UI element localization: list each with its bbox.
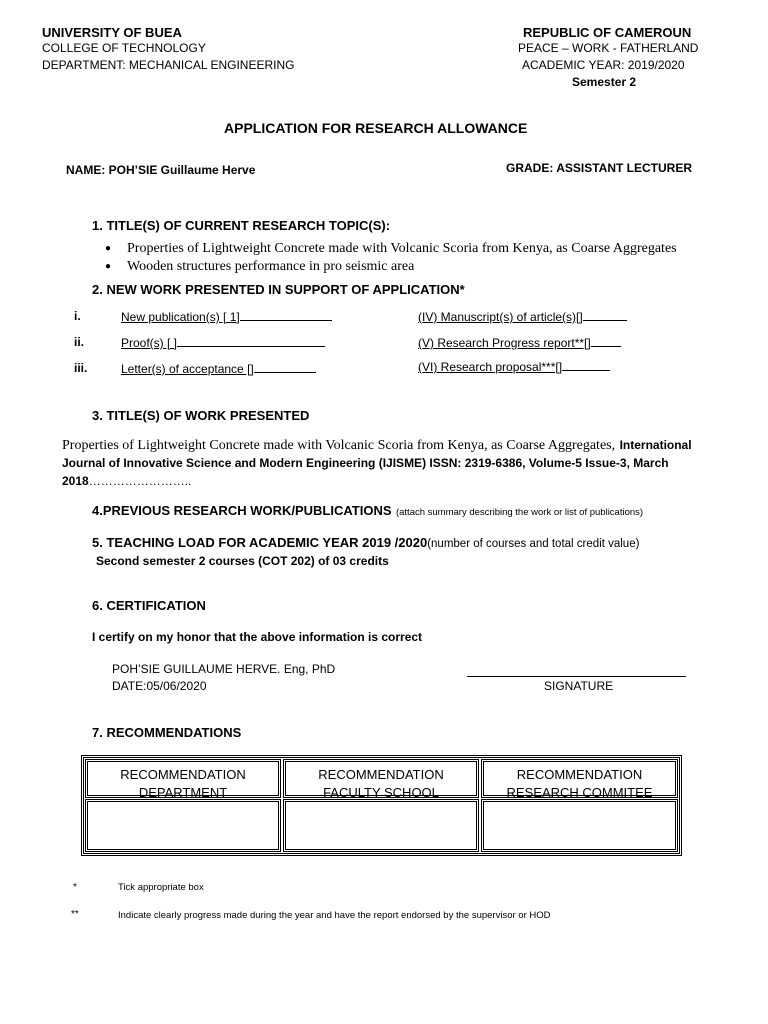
header-line: FACULTY SCHOOL [323, 785, 439, 800]
section2-heading: 2. NEW WORK PRESENTED IN SUPPORT OF APPLICATION* [92, 282, 465, 297]
work-item-proofs [121, 334, 325, 350]
academic-year: ACADEMIC YEAR: 2019/2020 [522, 58, 685, 72]
header-line: RECOMMENDATION [516, 767, 643, 782]
section4-line [92, 502, 643, 520]
applicant-grade: GRADE: ASSISTANT LECTURER [506, 161, 692, 175]
header-line: RECOMMENDATION [120, 767, 246, 782]
footnote-mark: * [73, 882, 77, 893]
table-header-cell [481, 759, 678, 798]
header-line: DEPARTMENT [138, 785, 228, 800]
table-header-cell [283, 759, 479, 798]
work-item-label: Proof(s) [ ] [121, 336, 178, 350]
recommendation-committee-cell[interactable] [481, 799, 678, 852]
department-name: DEPARTMENT: MECHANICAL ENGINEERING [42, 58, 295, 72]
bullet-icon: ● [105, 261, 112, 272]
signer-name: POH’SIE GUILLAUME HERVE. Eng, PhD [112, 662, 336, 676]
semester: Semester 2 [572, 75, 637, 89]
certification-statement: I certify on my honor that the above information is correct [92, 630, 423, 644]
section7-heading: 7. RECOMMENDATIONS [92, 725, 242, 740]
recommendations-table [81, 755, 682, 856]
bullet-icon: ● [105, 243, 112, 254]
work-item-label: Letter(s) of acceptance [] [121, 362, 254, 376]
signature-line [467, 676, 686, 677]
work-item-proposal [418, 358, 610, 374]
current-topic-item: Wooden structures performance in pro seismic area [127, 259, 415, 274]
fill-line [240, 308, 332, 321]
section5-line [92, 534, 639, 552]
national-motto: PEACE – WORK - FATHERLAND [518, 41, 699, 55]
journal-year: 2018 [62, 474, 89, 488]
dot-leader: …………………….. [88, 474, 192, 488]
section4-note: (attach summary describing the work or list of publications) [395, 507, 644, 518]
work-item-label: New publication(s) [ 1] [121, 310, 240, 324]
teaching-load-detail: Second semester 2 courses (COT 202) of 03 credits [96, 554, 389, 568]
work-item-label: (IV) Manuscript(s) of article(s)[] [418, 310, 583, 324]
work-item-new-publications [121, 308, 332, 324]
footnote-mark: ** [71, 909, 79, 920]
work-item-label: (VI) Research proposal***[] [418, 360, 563, 374]
applicant-name: NAME: POH’SIE Guillaume Herve [66, 163, 256, 177]
section1-heading: 1. TITLE(S) OF CURRENT RESEARCH TOPIC(S): [92, 218, 391, 233]
work-item-letters [121, 360, 316, 376]
footnote-text: Tick appropriate box [118, 882, 204, 893]
section5-heading: 5. TEACHING LOAD FOR ACADEMIC YEAR 2019 /2020 [92, 535, 428, 550]
current-topic-item: Properties of Lightweight Concrete made with Volcanic Scoria from Kenya, as Coarse Aggregates [127, 241, 677, 256]
fill-line [591, 334, 621, 347]
section6-heading: 6. CERTIFICATION [92, 598, 206, 613]
republic-name: REPUBLIC OF CAMEROUN [523, 25, 692, 40]
work-item-manuscripts [418, 308, 627, 324]
work-title-line [62, 436, 692, 454]
university-name: UNIVERSITY OF BUEA [42, 25, 182, 40]
fill-line [177, 334, 325, 347]
header-line: RESEARCH COMMITEE [506, 785, 653, 800]
fill-line [562, 358, 610, 371]
fill-line [583, 308, 627, 321]
footnote-text: Indicate clearly progress made during the year and have the report endorsed by the supervisor or HOD [118, 910, 551, 921]
header-line: RECOMMENDATION [318, 767, 444, 782]
work-item-progress-report [418, 334, 621, 350]
signature-label: SIGNATURE [544, 679, 614, 693]
item-numeral: i. [74, 309, 81, 323]
fill-line [254, 360, 316, 373]
page-title: APPLICATION FOR RESEARCH ALLOWANCE [224, 120, 528, 136]
table-header-cell [85, 759, 281, 798]
certification-date: DATE:05/06/2020 [112, 679, 207, 693]
journal-year-line [62, 474, 191, 488]
section4-heading: 4.PREVIOUS RESEARCH WORK/PUBLICATIONS [92, 503, 392, 518]
journal-name: International [619, 438, 692, 452]
journal-details: Journal of Innovative Science and Modern Engineering (IJISME) ISSN: 2319-6386, Volume-5 Issue-3, March [62, 456, 669, 470]
section3-heading: 3. TITLE(S) OF WORK PRESENTED [92, 408, 310, 423]
item-numeral: iii. [74, 361, 88, 375]
work-title: Properties of Lightweight Concrete made with Volcanic Scoria from Kenya, as Coarse Aggregates, [62, 438, 616, 453]
section5-note: (number of courses and total credit value) [427, 538, 640, 550]
recommendation-department-cell[interactable] [85, 799, 281, 852]
recommendation-faculty-cell[interactable] [283, 799, 479, 852]
college-name: COLLEGE OF TECHNOLOGY [42, 41, 206, 55]
work-item-label: (V) Research Progress report**[] [418, 336, 591, 350]
item-numeral: ii. [74, 335, 85, 349]
